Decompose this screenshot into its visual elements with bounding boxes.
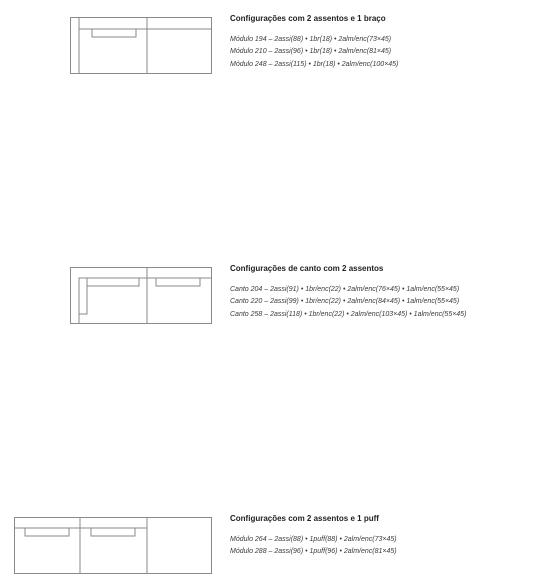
config-line: Módulo 194 – 2assi(88) • 1br(18) • 2alm/enc(73×45) (230, 36, 392, 43)
sofa-outline (71, 268, 212, 324)
cushion (25, 528, 69, 536)
config-line: Canto 220 – 2assi(99) • 1br/enc(22) • 2alm/enc(84×45) • 1alm/enc(55×45) (230, 298, 460, 306)
sofa-diagram-corner-2-seats (70, 267, 212, 325)
config-line: Módulo 210 – 2assi(96) • 1br(18) • 2alm/enc(81×45) (230, 48, 392, 56)
config-title: Configurações com 2 assentos e 1 braço (230, 14, 386, 23)
config-line: Canto 204 – 2assi(91) • 1br/enc(22) • 2alm/enc(76×45) • 1alm/enc(55×45) (230, 286, 460, 293)
sofa-outline (71, 18, 212, 74)
config-line: Módulo 264 – 2assi(88) • 1puff(88) • 2alm/enc(73×45) (230, 536, 397, 543)
cushion (87, 278, 139, 286)
sofa-diagram-2-seats-1-puff (14, 517, 212, 575)
cushion (156, 278, 200, 286)
config-line: Módulo 248 – 2assi(115) • 1br(18) • 2alm/enc(100×45) (230, 60, 399, 68)
sofa-outline (15, 518, 212, 574)
config-text-block (230, 514, 397, 559)
config-title: Configurações com 2 assentos e 1 puff (230, 514, 379, 523)
cushion (91, 528, 135, 536)
corner-cushion (79, 278, 87, 314)
config-text-block (230, 264, 466, 321)
sofa-diagram-2-seats-1-arm (70, 17, 212, 75)
config-line: Módulo 288 – 2assi(96) • 1puff(96) • 2alm/enc(81×45) (230, 548, 397, 556)
config-line: Canto 258 – 2assi(118) • 1br/enc(22) • 2alm/enc(103×45) • 1alm/enc(55×45) (230, 310, 467, 318)
config-text-block (230, 14, 398, 71)
config-title: Configurações de canto com 2 assentos (230, 264, 384, 273)
cushion (92, 29, 136, 37)
